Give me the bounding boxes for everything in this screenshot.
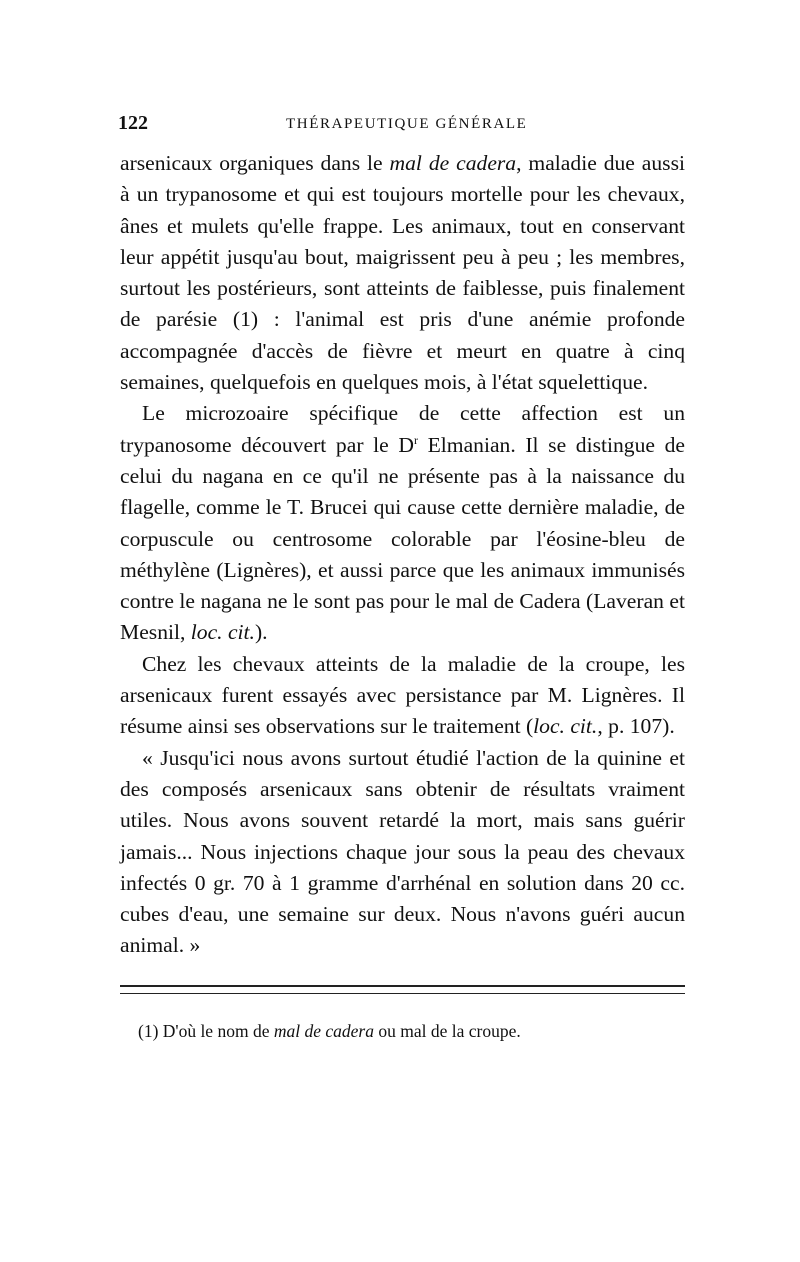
footnote-rule xyxy=(120,985,685,987)
italic-text: mal de cadera xyxy=(273,1021,374,1041)
page-header xyxy=(118,112,683,142)
italic-text: loc. cit. xyxy=(533,714,598,739)
text-run: arsenicaux organiques dans le xyxy=(120,151,390,175)
text-run: ). xyxy=(254,620,268,645)
text-run: ou mal de la croupe. xyxy=(373,1021,521,1041)
body-text xyxy=(120,148,685,962)
paragraph xyxy=(120,649,685,743)
page-number: 122 xyxy=(118,112,148,134)
text-run: Chez les chevaux atteints de la maladie de la croupe, les arsenicaux furent essayés avec persistance par M. Lignères. Il résume ainsi ses observations sur le traitement ( xyxy=(120,651,685,739)
text-run: , p. 107). xyxy=(597,714,675,739)
paragraph xyxy=(120,398,685,648)
superscript: r xyxy=(413,432,418,447)
footnote xyxy=(138,1020,686,1042)
text-run: Le microzoaire spécifique de cette affection est un trypanosome découvert par le D xyxy=(120,401,685,457)
italic-text: loc. cit. xyxy=(190,620,255,645)
text-run: , maladie due aussi à un trypanosome et qui est toujours mortelle pour les chevaux, ânes et mulets qu'elle frappe. Les animaux, tout en conservant leur appétit jusqu'au bout, maigrissent peu à peu ; les membres, surtout les postérieurs, sont atteints de faiblesse, puis finalement de parésie (1) : l'animal est pris d'une anémie profonde accompagnée d'accès de fièvre et meurt en quatre à cinq semaines, quelquefois en quelques mois, à l'état squelettique. xyxy=(120,151,685,395)
text-run: (1) D'où le nom de xyxy=(138,1021,274,1041)
italic-text: mal de cadera xyxy=(389,151,517,175)
text-run: « Jusqu'ici nous avons surtout étudié l'action de la quinine et des composés arsenicaux sans obtenir de résultats vraiment utiles. Nous avons souvent retardé la mort, mais sans guérir jamais... Nous injections chaque jour sous la peau des chevaux infectés 0 gr. 70 à 1 gramme d'arrhénal en solution dans 20 cc. cubes d'eau, une semaine sur deux. Nous n'avons guéri aucun animal. » xyxy=(120,745,685,958)
paragraph xyxy=(120,743,685,962)
footnote-rule-thin xyxy=(120,993,685,994)
paragraph xyxy=(120,148,685,398)
text-run: Elmanian. Il se distingue de celui du nagana en ce qu'il ne présente pas à la naissance du flagelle, comme le T. Brucei qui cause cette dernière maladie, de corpuscule ou centrosome colorable par l'éosine-bleu de méthylène (Lignères), et aussi parce que les animaux immunisés contre le nagana ne le sont pas pour le mal de Cadera (Laveran et Mesnil, xyxy=(120,432,685,645)
running-head: THÉRAPEUTIQUE GÉNÉRALE xyxy=(286,116,528,132)
